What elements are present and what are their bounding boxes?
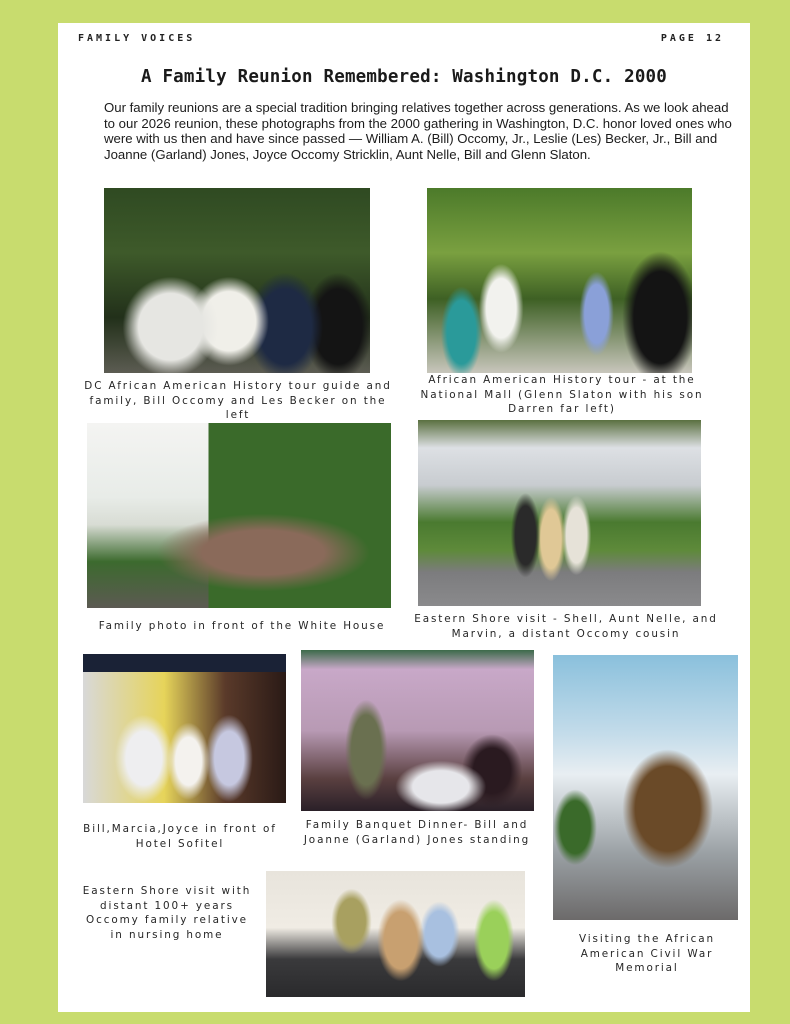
photo-caption: Eastern Shore visit with distant 100+ years Occomy family relative in nursing home (82, 885, 252, 941)
photo-caption: Eastern Shore visit - Shell, Aunt Nelle, and Marvin, a distant Occomy cousin (414, 613, 718, 640)
photo-national-mall (427, 188, 692, 373)
publication-name: FAMILY VOICES (78, 33, 196, 44)
page-number: PAGE 12 (660, 33, 724, 44)
photo-banquet-dinner (301, 650, 534, 811)
photo-white-house (87, 423, 391, 608)
photo-caption: African American History tour - at the National Mall (Glenn Slaton with his son Darren far left) (420, 374, 704, 415)
photo-caption: Bill,Marcia,Joyce in front of Hotel Sofitel (83, 823, 277, 850)
photo-caption: DC African American History tour guide and family, Bill Occomy and Les Becker on the left (84, 380, 392, 421)
photo-caption: Family photo in front of the White House (98, 620, 386, 632)
photo-civil-war-memorial (553, 655, 738, 920)
photo-nursing-home (266, 871, 525, 997)
article-intro: Our family reunions are a special tradition bringing relatives together across generations. As we look ahead to our 2026 reunion, these photographs from the 2000 gathering in Washington, D.C. honor loved ones who were with us then and have since passed — William A. (Bill) Occomy, Jr., Leslie (Les) Becker, Jr., Bill and Joanne (Garland) Jones, Joyce Occomy Stricklin, Aunt Nelle, Bill and Glenn Slaton. (104, 100, 732, 162)
photo-caption: Visiting the African American Civil War Memorial (578, 933, 716, 974)
photo-caption: Family Banquet Dinner- Bill and Joanne (Garland) Jones standing (303, 819, 531, 846)
photo-tour-guide (104, 188, 370, 373)
photo-eastern-shore-house (418, 420, 701, 606)
newsletter-page (58, 23, 750, 1012)
photo-hotel-sofitel (83, 654, 286, 803)
article-title: A Family Reunion Remembered: Washington D.C. 2000 (140, 67, 668, 87)
